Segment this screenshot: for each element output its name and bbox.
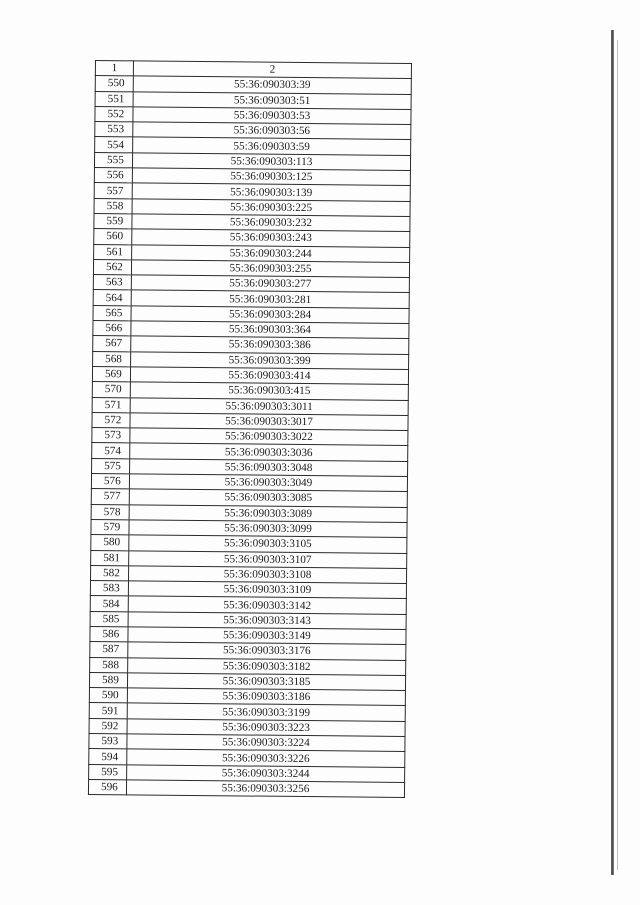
cadastral-number-cell: 55:36:090303:3142 (128, 596, 406, 614)
cadastral-number-cell: 55:36:090303:414 (130, 367, 408, 385)
cadastral-number-cell: 55:36:090303:3185 (127, 673, 405, 691)
row-number-cell: 572 (92, 412, 130, 428)
cadastral-number-cell: 55:36:090303:3182 (128, 657, 406, 675)
row-number-cell: 574 (92, 443, 130, 459)
row-number-cell: 552 (95, 106, 133, 122)
cadastral-number-cell: 55:36:090303:255 (131, 260, 409, 278)
cadastral-number-cell: 55:36:090303:3089 (129, 504, 407, 522)
cadastral-number-cell: 55:36:090303:3049 (129, 474, 407, 492)
cadastral-number-cell: 55:36:090303:139 (132, 183, 410, 201)
row-number-cell: 587 (90, 642, 128, 658)
row-number-cell: 561 (94, 244, 132, 260)
column-header-code: 2 (133, 61, 411, 79)
row-number-cell: 582 (91, 565, 129, 581)
row-number-cell: 553 (95, 122, 133, 138)
row-number-cell: 580 (91, 535, 129, 551)
table-body (88, 76, 411, 798)
row-number-cell: 554 (95, 137, 133, 153)
cadastral-number-cell: 55:36:090303:3256 (126, 780, 404, 798)
row-number-cell: 565 (93, 305, 131, 321)
cadastral-number-cell: 55:36:090303:56 (133, 122, 411, 140)
cadastral-number-cell: 55:36:090303:364 (131, 321, 409, 339)
cadastral-number-cell: 55:36:090303:281 (131, 290, 409, 308)
scan-edge-line-secondary (617, 40, 618, 870)
row-number-cell: 586 (90, 626, 128, 642)
cadastral-number-cell: 55:36:090303:3108 (129, 566, 407, 584)
cadastral-number-cell: 55:36:090303:244 (132, 244, 410, 262)
cadastral-table (88, 60, 412, 798)
cadastral-number-cell: 55:36:090303:386 (131, 336, 409, 354)
cadastral-number-cell: 55:36:090303:3022 (130, 428, 408, 446)
row-number-cell: 593 (89, 734, 127, 750)
cadastral-number-cell: 55:36:090303:3109 (128, 581, 406, 599)
row-number-cell: 596 (88, 779, 126, 795)
cadastral-number-cell: 55:36:090303:113 (132, 153, 410, 171)
cadastral-number-cell: 55:36:090303:3036 (130, 443, 408, 461)
row-number-cell: 584 (90, 596, 128, 612)
cadastral-number-cell: 55:36:090303:53 (133, 107, 411, 125)
row-number-cell: 569 (92, 366, 130, 382)
cadastral-number-cell: 55:36:090303:3199 (127, 703, 405, 721)
row-number-cell: 576 (91, 474, 129, 490)
row-number-cell: 575 (92, 458, 130, 474)
row-number-cell: 556 (94, 168, 132, 184)
row-number-cell: 564 (93, 290, 131, 306)
cadastral-number-cell: 55:36:090303:415 (130, 382, 408, 400)
cadastral-number-cell: 55:36:090303:39 (133, 76, 411, 94)
row-number-cell: 594 (89, 749, 127, 765)
row-number-cell: 591 (89, 703, 127, 719)
row-number-cell: 592 (89, 718, 127, 734)
cadastral-number-cell: 55:36:090303:3224 (127, 734, 405, 752)
row-number-cell: 557 (94, 183, 132, 199)
row-number-cell: 550 (95, 76, 133, 92)
row-number-cell: 566 (93, 321, 131, 337)
row-number-cell: 563 (93, 275, 131, 291)
row-number-cell: 590 (89, 688, 127, 704)
scan-edge-line (611, 30, 614, 875)
cadastral-number-cell: 55:36:090303:3176 (128, 642, 406, 660)
row-number-cell: 567 (93, 336, 131, 352)
cadastral-number-cell: 55:36:090303:3143 (128, 612, 406, 630)
row-number-cell: 559 (94, 213, 132, 229)
cadastral-number-cell: 55:36:090303:3085 (129, 489, 407, 507)
row-number-cell: 571 (92, 397, 130, 413)
row-number-cell: 555 (94, 152, 132, 168)
cadastral-number-cell: 55:36:090303:225 (132, 199, 410, 217)
row-number-cell: 551 (95, 91, 133, 107)
cadastral-number-cell: 55:36:090303:3017 (130, 413, 408, 431)
cadastral-number-cell: 55:36:090303:3048 (130, 459, 408, 477)
cadastral-number-cell: 55:36:090303:3244 (127, 764, 405, 782)
row-number-cell: 577 (91, 489, 129, 505)
cadastral-number-cell: 55:36:090303:3226 (127, 749, 405, 767)
cadastral-number-cell: 55:36:090303:3099 (129, 520, 407, 538)
row-number-cell: 568 (93, 351, 131, 367)
row-number-cell: 588 (90, 657, 128, 673)
cadastral-number-cell: 55:36:090303:232 (132, 214, 410, 232)
table-row (88, 779, 404, 797)
cadastral-number-cell: 55:36:090303:243 (132, 229, 410, 247)
cadastral-number-cell: 55:36:090303:3105 (129, 535, 407, 553)
row-number-cell: 578 (91, 504, 129, 520)
cadastral-number-cell: 55:36:090303:3107 (129, 550, 407, 568)
row-number-cell: 562 (93, 259, 131, 275)
row-number-cell: 570 (92, 382, 130, 398)
row-number-cell: 560 (94, 229, 132, 245)
row-number-cell: 581 (91, 550, 129, 566)
column-header-number: 1 (95, 61, 133, 77)
row-number-cell: 579 (91, 519, 129, 535)
cadastral-number-cell: 55:36:090303:3149 (128, 627, 406, 645)
row-number-cell: 595 (89, 764, 127, 780)
cadastral-number-cell: 55:36:090303:51 (133, 91, 411, 109)
cadastral-number-cell: 55:36:090303:3011 (130, 397, 408, 415)
row-number-cell: 583 (90, 581, 128, 597)
cadastral-number-cell: 55:36:090303:284 (131, 306, 409, 324)
row-number-cell: 573 (92, 428, 130, 444)
cadastral-number-cell: 55:36:090303:277 (131, 275, 409, 293)
cadastral-number-cell: 55:36:090303:59 (133, 137, 411, 155)
row-number-cell: 585 (90, 611, 128, 627)
cadastral-number-cell: 55:36:090303:125 (132, 168, 410, 186)
row-number-cell: 558 (94, 198, 132, 214)
cadastral-number-cell: 55:36:090303:399 (131, 351, 409, 369)
cadastral-number-cell: 55:36:090303:3186 (127, 688, 405, 706)
cadastral-table-container (88, 60, 411, 798)
cadastral-number-cell: 55:36:090303:3223 (127, 719, 405, 737)
row-number-cell: 589 (89, 672, 127, 688)
